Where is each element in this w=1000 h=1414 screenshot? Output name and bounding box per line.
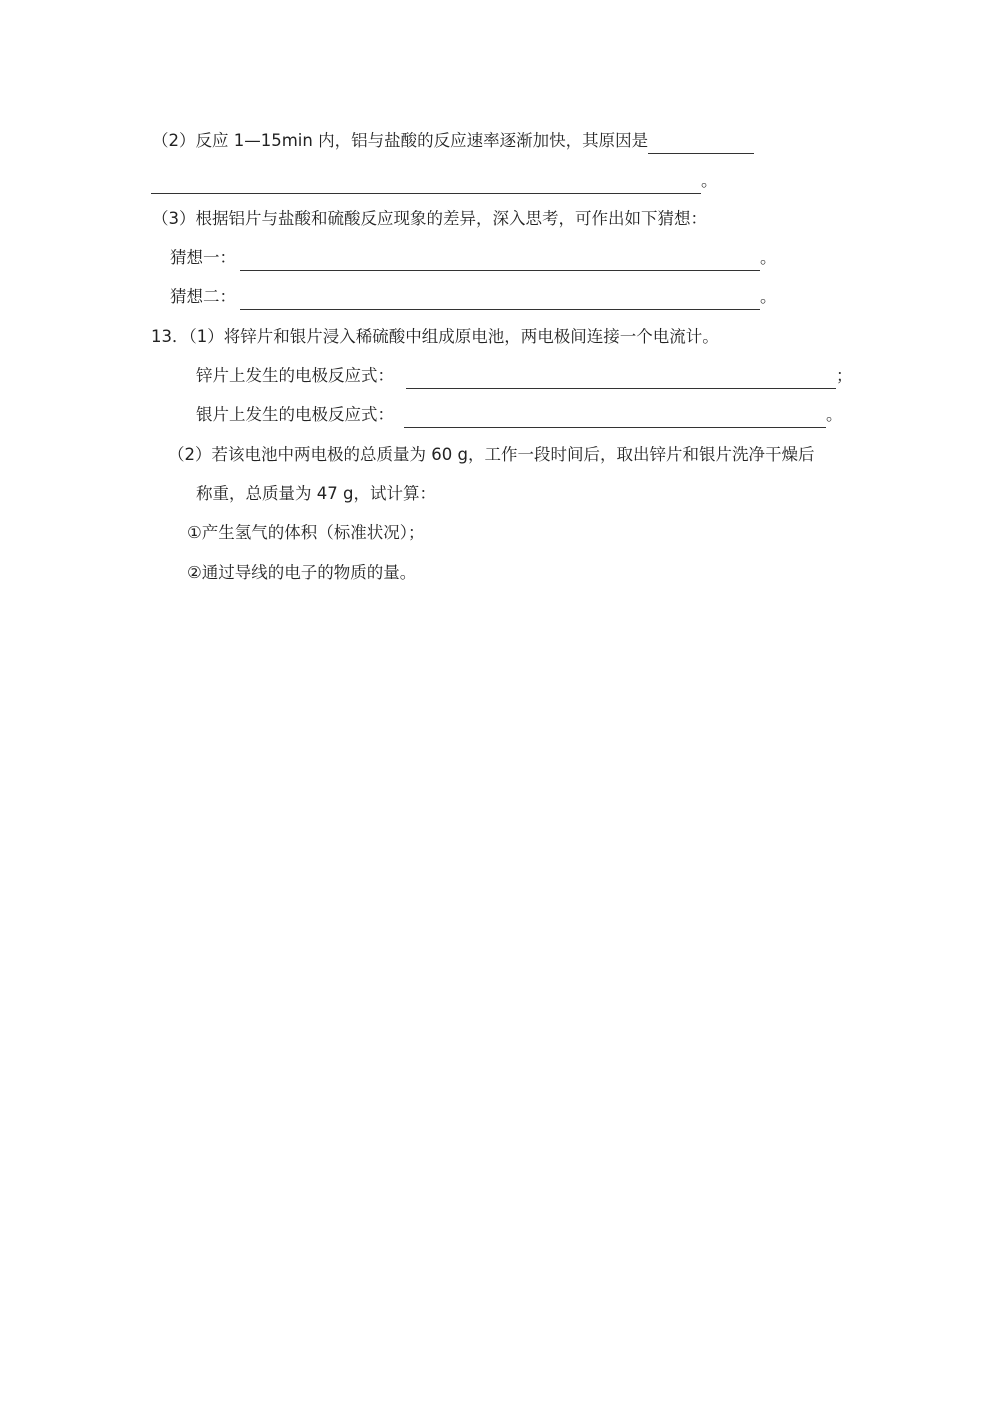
silver-label: 银片上发生的电极反应式：: [196, 405, 394, 424]
guess2-blank[interactable]: [240, 289, 760, 310]
q13-item2: ②通过导线的电子的物质的量。: [187, 563, 417, 582]
q12-part2-text: （2）反应 1—15min 内，铝与盐酸的反应速率逐渐加快，其原因是: [152, 131, 649, 150]
zinc-reaction: [196, 365, 853, 387]
q13-item1: ①产生氢气的体积（标准状况）；: [187, 523, 425, 542]
guess2: [170, 286, 777, 308]
guess1: [170, 247, 777, 269]
punct: ；: [836, 366, 853, 385]
zinc-blank[interactable]: [406, 368, 836, 389]
q12-part3: （3）根据铝片与盐酸和硫酸反应现象的差异，深入思考，可作出如下猜想：: [152, 209, 707, 228]
punct: 。: [701, 171, 718, 190]
silver-reaction: [196, 404, 843, 426]
punct: 。: [760, 287, 777, 306]
q12-part2-cont: [151, 170, 718, 192]
q13-part2: （2）若该电池中两电极的总质量为 60 g，工作一段时间后，取出锌片和银片洗净干燥后: [168, 445, 815, 464]
punct: 。: [760, 248, 777, 267]
answer-blank[interactable]: [648, 133, 754, 154]
answer-blank[interactable]: [151, 173, 701, 194]
punct: 。: [826, 405, 843, 424]
q13-part1: 13．（1）将锌片和银片浸入稀硫酸中组成原电池，两电极间连接一个电流计。: [151, 327, 719, 346]
silver-blank[interactable]: [404, 407, 826, 428]
guess2-label: 猜想二：: [170, 287, 236, 306]
zinc-label: 锌片上发生的电极反应式：: [196, 366, 394, 385]
guess1-blank[interactable]: [240, 250, 760, 271]
guess1-label: 猜想一：: [170, 248, 236, 267]
q13-part2-cont: 称重，总质量为 47 g，试计算：: [196, 484, 436, 503]
q12-part2: [152, 130, 754, 152]
